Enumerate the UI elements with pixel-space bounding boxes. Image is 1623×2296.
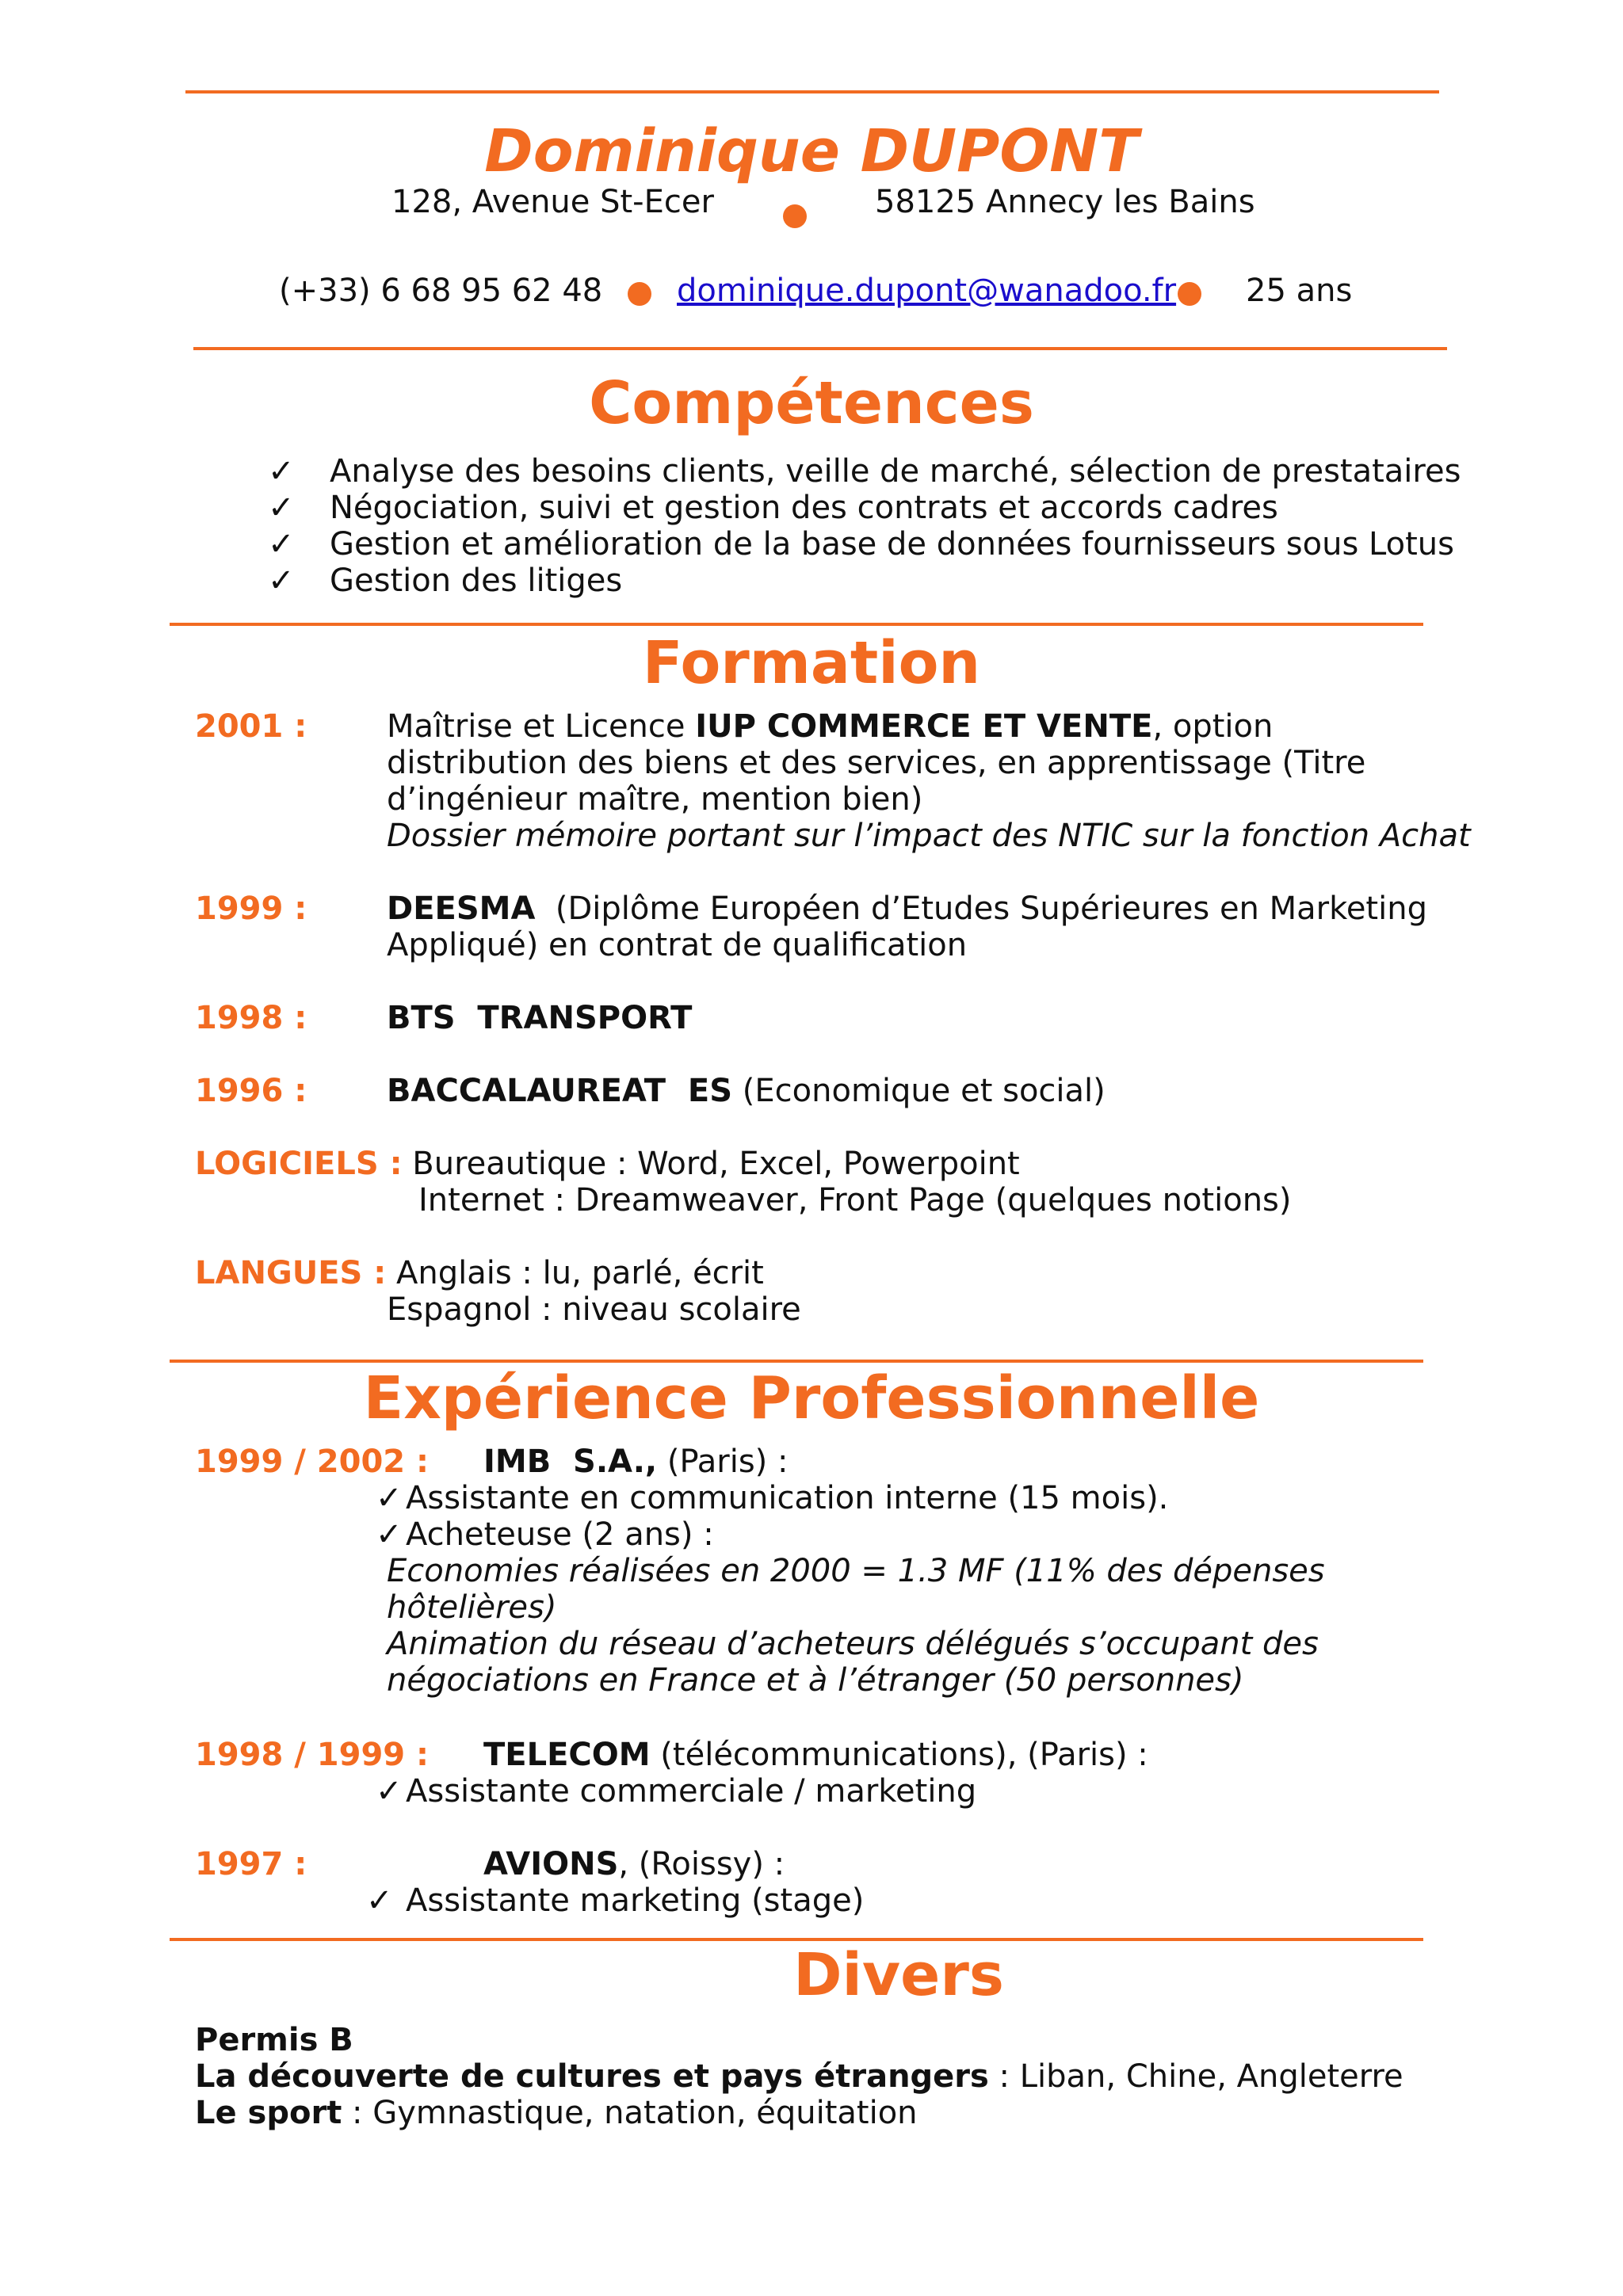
experience-company-line [483, 1444, 788, 1480]
competence-item: Gestion des litiges [330, 563, 623, 599]
check-icon: ✓ [366, 1882, 393, 1919]
competences-title: Compétences [589, 369, 1034, 437]
langues-label: LANGUES : [195, 1255, 387, 1291]
check-icon: ✓ [268, 526, 295, 563]
email-link[interactable]: dominique.dupont@wanadoo.fr [677, 273, 1177, 309]
logiciels-text: Bureautique : Word, Excel, Powerpoint [402, 1146, 1020, 1182]
address-street: 128, Avenue St-Ecer [391, 184, 714, 220]
degree-name: IUP COMMERCE ET VENTE [695, 708, 1153, 745]
check-icon: ✓ [268, 563, 295, 599]
sport-label: Le sport [195, 2095, 342, 2131]
formation-year: 1998 : [195, 1000, 307, 1036]
logiciels-line [195, 1146, 1020, 1182]
cultures-label: La découverte de cultures et pays étrangers [195, 2058, 989, 2095]
cultures-value: : Liban, Chine, Angleterre [988, 2058, 1403, 2095]
experience-detail: Animation du réseau d’acheteurs délégués s’occupant des [387, 1626, 1319, 1662]
check-icon: ✓ [376, 1516, 403, 1553]
top-rule [185, 90, 1439, 93]
divers-sport [195, 2095, 918, 2131]
formation-line [387, 708, 1273, 745]
permis: Permis B [195, 2022, 353, 2058]
degree-name: DEESMA [387, 891, 536, 927]
experience-item: Assistante commerciale / marketing [406, 1773, 977, 1810]
check-icon: ✓ [268, 490, 295, 526]
company-name: TELECOM [483, 1737, 651, 1773]
company-place: , (Roissy) : [618, 1846, 785, 1882]
check-icon: ✓ [268, 453, 295, 490]
experience-item: Assistante en communication interne (15 mois). [406, 1480, 1169, 1516]
formation-year: 1999 : [195, 891, 307, 927]
langues-text: Anglais : lu, parlé, écrit [386, 1255, 764, 1291]
formation-year: 1996 : [195, 1073, 307, 1109]
competence-item: Négociation, suivi et gestion des contrats et accords cadres [330, 490, 1278, 526]
check-icon: ✓ [376, 1480, 403, 1516]
langues-line: Espagnol : niveau scolaire [387, 1291, 801, 1328]
logiciels-label: LOGICIELS : [195, 1146, 403, 1182]
formation-line: Appliqué) en contrat de qualification [387, 927, 968, 963]
company-place: (Paris) : [657, 1444, 789, 1480]
formation-line: d’ingénieur maître, mention bien) [387, 781, 923, 818]
dot-icon [628, 282, 651, 306]
company-name: AVIONS [483, 1846, 619, 1882]
degree-name: BTS TRANSPORT [387, 1000, 693, 1036]
competence-item: Analyse des besoins clients, veille de marché, sélection de prestataires [330, 453, 1461, 490]
formation-year: 2001 : [195, 708, 307, 745]
experience-period: 1998 / 1999 : [195, 1737, 430, 1773]
address-city: 58125 Annecy les Bains [875, 184, 1255, 220]
experience-company-line [483, 1737, 1148, 1773]
degree-name: BACCALAUREAT ES [387, 1073, 733, 1109]
divers-title: Divers [793, 1941, 1004, 2009]
formation-line: distribution des biens et des services, en apprentissage (Titre [387, 745, 1366, 781]
dot-icon [783, 204, 807, 228]
experience-detail: négociations en France et à l’étranger (50 personnes) [387, 1662, 1244, 1699]
formation-line [387, 1073, 1106, 1109]
langues-line [195, 1255, 764, 1291]
experience-detail: hôtelières) [387, 1589, 557, 1626]
experience-item: Acheteuse (2 ans) : [406, 1516, 714, 1553]
competences-rule [170, 623, 1423, 626]
experience-period: 1999 / 2002 : [195, 1444, 430, 1480]
company-place: (télécommunications), (Paris) : [650, 1737, 1148, 1773]
formation-text: Maîtrise et Licence [387, 708, 696, 745]
dot-icon [1178, 282, 1201, 306]
header-rule [193, 347, 1447, 350]
experience-item: Assistante marketing (stage) [406, 1882, 865, 1919]
divers-cultures [195, 2058, 1403, 2095]
experience-period: 1997 : [195, 1846, 307, 1882]
candidate-name: Dominique DUPONT [484, 117, 1139, 185]
formation-line: Dossier mémoire portant sur l’impact des NTIC sur la fonction Achat [387, 818, 1471, 854]
formation-text: (Economique et social) [732, 1073, 1106, 1109]
age: 25 ans [1246, 273, 1353, 309]
sport-value: : Gymnastique, natation, équitation [342, 2095, 918, 2131]
phone-number: (+33) 6 68 95 62 48 [279, 273, 603, 309]
experience-detail: Economies réalisées en 2000 = 1.3 MF (11% des dépenses [387, 1553, 1325, 1589]
formation-title: Formation [642, 629, 981, 697]
experience-title: Expérience Professionnelle [363, 1364, 1260, 1432]
formation-text: , option [1152, 708, 1274, 745]
formation-line [387, 891, 1427, 927]
company-name: IMB S.A., [483, 1444, 658, 1480]
competence-item: Gestion et amélioration de la base de données fournisseurs sous Lotus [330, 526, 1454, 563]
check-icon: ✓ [376, 1773, 403, 1810]
formation-text: (Diplôme Européen d’Etudes Supérieures en Marketing [535, 891, 1427, 927]
formation-rule [170, 1360, 1423, 1363]
logiciels-line: Internet : Dreamweaver, Front Page (quelques notions) [418, 1182, 1292, 1219]
experience-company-line [483, 1846, 785, 1882]
